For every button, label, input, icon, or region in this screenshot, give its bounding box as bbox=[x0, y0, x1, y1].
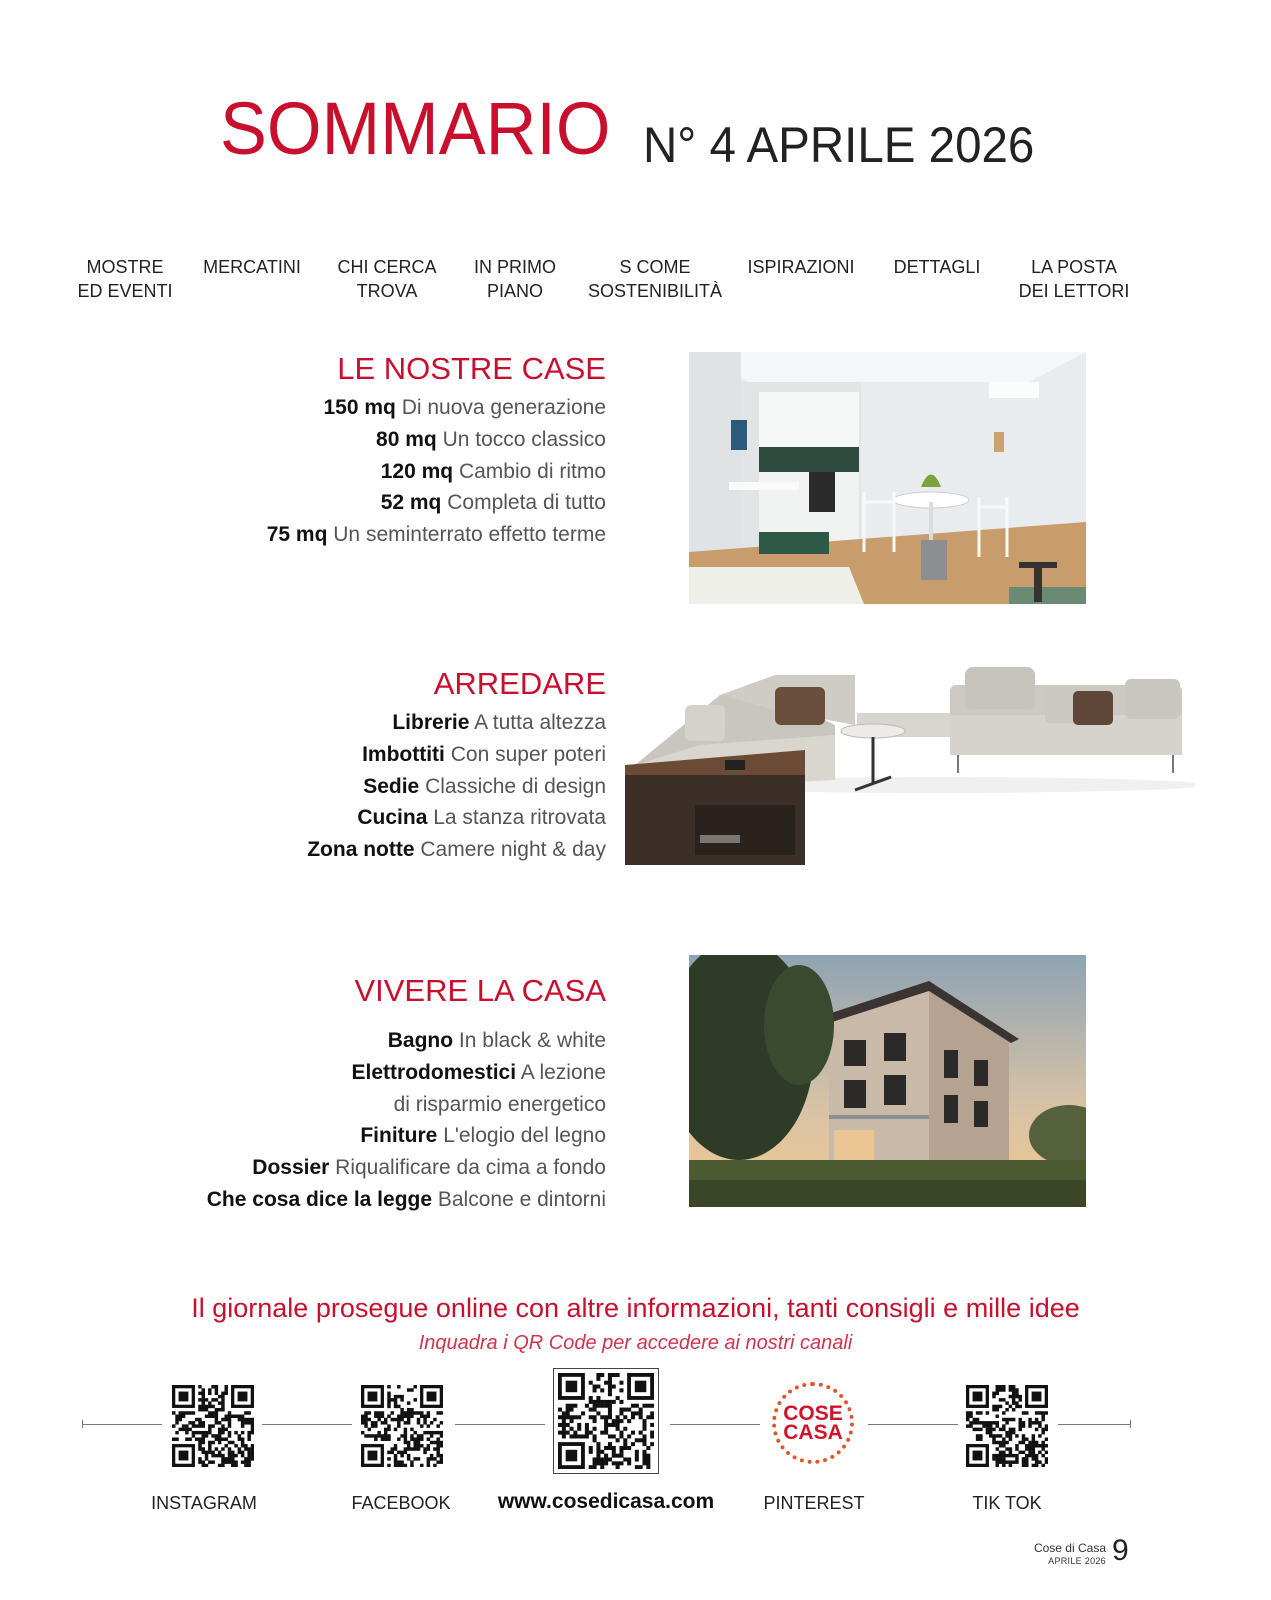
connector-line bbox=[670, 1424, 760, 1425]
connector-line bbox=[1058, 1424, 1130, 1425]
connector-line bbox=[868, 1424, 958, 1425]
list-item[interactable]: Elettrodomestici A lezione bbox=[351, 1060, 606, 1084]
section-heading-arredare: ARREDARE bbox=[433, 666, 606, 701]
pinterest-label[interactable]: PINTEREST bbox=[763, 1493, 865, 1513]
page-title: SOMMARIO bbox=[220, 87, 611, 170]
list-item[interactable]: Sedie Classiche di design bbox=[363, 774, 606, 798]
list-item[interactable]: Imbottiti Con super poteri bbox=[362, 742, 606, 766]
nav-mercatini[interactable]: MERCATINI bbox=[203, 257, 301, 277]
connector-line bbox=[82, 1424, 162, 1425]
interior-photo bbox=[689, 352, 1086, 604]
sofa-photo bbox=[625, 665, 1195, 875]
building-photo bbox=[689, 955, 1086, 1207]
section-heading-vivere-la-casa: VIVERE LA CASA bbox=[354, 973, 606, 1008]
list-item[interactable]: 52 mq Completa di tutto bbox=[380, 491, 606, 515]
list-item[interactable]: 150 mq Di nuova generazione bbox=[323, 396, 606, 419]
line-end-right bbox=[1130, 1420, 1131, 1428]
online-headline: Il giornale prosegue online con altre informazioni, tanti consigli e mille idee bbox=[191, 1293, 1080, 1323]
connector-line bbox=[455, 1424, 545, 1425]
facebook-qr-code[interactable] bbox=[361, 1385, 443, 1467]
online-subheadline: Inquadra i QR Code per accedere ai nostri canali bbox=[418, 1332, 853, 1354]
cose-di-casa-logo[interactable]: COSE CASA bbox=[772, 1382, 854, 1464]
nav-s-come-sostenibilita[interactable]: S COME SOSTENIBILITÀ bbox=[587, 257, 723, 301]
folio-date: APRILE 2026 bbox=[1048, 1556, 1106, 1566]
list-item[interactable]: Finiture L'elogio del legno bbox=[360, 1124, 606, 1148]
list-item[interactable]: 75 mq Un seminterrato effetto terme bbox=[266, 523, 606, 547]
page-number: 9 bbox=[1112, 1534, 1129, 1567]
nav-la-posta-dei-lettori[interactable]: LA POSTA DEI LETTORI bbox=[1018, 257, 1130, 301]
nav-chi-cerca-trova[interactable]: CHI CERCA TROVA bbox=[337, 257, 437, 301]
folio-magazine-name: Cose di Casa bbox=[1033, 1541, 1106, 1555]
facebook-label[interactable]: FACEBOOK bbox=[351, 1493, 451, 1513]
list-item[interactable]: 80 mq Un tocco classico bbox=[376, 427, 606, 451]
section-list-vivere-la-casa bbox=[207, 1025, 606, 1216]
nav-ispirazioni[interactable]: ISPIRAZIONI bbox=[747, 257, 855, 277]
list-item[interactable]: Dossier Riqualificare da cima a fondo bbox=[252, 1156, 606, 1180]
section-heading-le-nostre-case: LE NOSTRE CASE bbox=[337, 351, 606, 386]
list-item[interactable]: Che cosa dice la legge Balcone e dintorni bbox=[206, 1187, 606, 1211]
tiktok-qr-code[interactable] bbox=[966, 1385, 1048, 1467]
list-item[interactable]: di risparmio energetico bbox=[393, 1092, 606, 1116]
instagram-label[interactable]: INSTAGRAM bbox=[151, 1493, 257, 1513]
connector-line bbox=[262, 1424, 352, 1425]
website-qr-code[interactable] bbox=[558, 1373, 654, 1469]
list-item[interactable]: Librerie A tutta altezza bbox=[392, 711, 606, 734]
section-list-arredare bbox=[307, 707, 606, 866]
section-list-le-nostre-case bbox=[267, 392, 606, 551]
list-item[interactable]: Bagno In black & white bbox=[387, 1029, 606, 1052]
website-link[interactable]: www.cosedicasa.com bbox=[497, 1490, 715, 1513]
nav-mostre-ed-eventi[interactable]: MOSTRE ED EVENTI bbox=[77, 257, 173, 301]
issue-number: N° 4 APRILE 2026 bbox=[643, 117, 1035, 173]
instagram-qr-code[interactable] bbox=[172, 1385, 254, 1467]
nav-in-primo-piano[interactable]: IN PRIMO PIANO bbox=[473, 257, 557, 301]
list-item[interactable]: 120 mq Cambio di ritmo bbox=[380, 459, 606, 483]
list-item[interactable]: Zona notte Camere night & day bbox=[307, 838, 606, 862]
nav-dettagli[interactable]: DETTAGLI bbox=[893, 257, 981, 277]
list-item[interactable]: Cucina La stanza ritrovata bbox=[357, 806, 606, 830]
tiktok-label[interactable]: TIK TOK bbox=[972, 1493, 1042, 1513]
